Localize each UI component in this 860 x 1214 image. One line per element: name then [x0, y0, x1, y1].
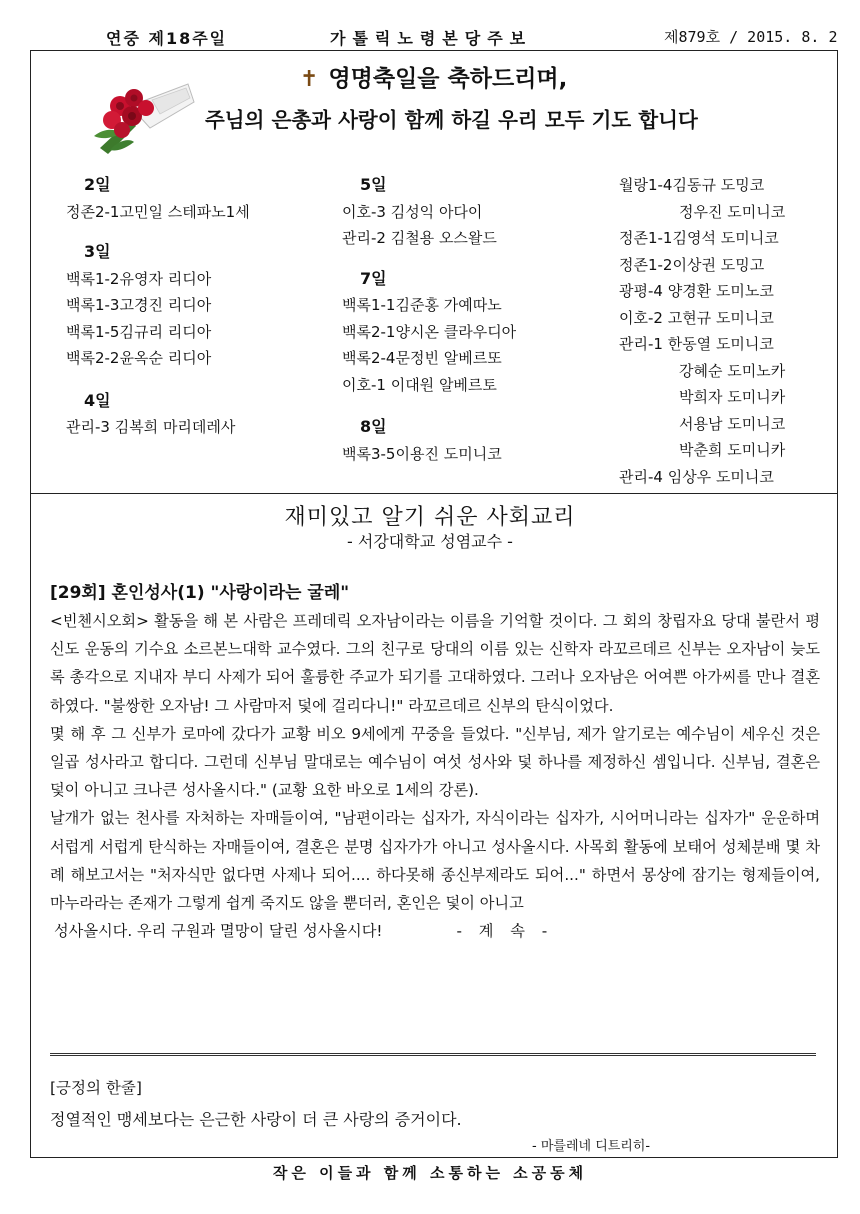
bulletin-title: 가톨릭노령본당주보 [330, 29, 533, 48]
list-item: 백록2-4문정빈 알베르또 [342, 349, 502, 367]
list-item: 관리-2 김철용 오스왈드 [342, 229, 497, 247]
list-item: 백록2-1양시온 클라우디아 [342, 322, 517, 341]
article-paragraph: <빈첸시오회> 활동을 해 본 사람은 프레데릭 오자남이라는 이름을 기억할 것이다. 그 회의 창립자요 당대 불란서 평신도 운동의 기수요 소르본느대학 교수였다. 그의 친구로 당대의 이름 있는 신학자 라꼬르데르 신부는 오자남이 늦도록 총각으로 지내자 부디 사제가 되어 훌륭한 주교가 되기를 고대하였다. 그러나 오자남은 어여쁜 아가씨를 만나 결혼하였다. "불쌍한 오자남! 그 사람마저 덫에 걸리다니!" 라꼬르데르 신부의 탄식이었다. [50, 612, 820, 715]
list-item: 백록1-1김준홍 가예따노 [342, 296, 502, 314]
list-item: 이호-1 이대원 알베르토 [342, 375, 497, 394]
liturgical-week: 연중 제18주일 [106, 29, 228, 48]
list-item: 관리-1 한동열 도미니코 [619, 335, 774, 353]
list-item: 광평-4 양경환 도미노코 [619, 282, 774, 300]
list-item: 정존2-1고민일 스테파노1세 [66, 202, 250, 221]
rose-bouquet-image [90, 76, 195, 156]
feast-column-3 [619, 172, 785, 490]
list-item: 백록2-2윤옥순 리디아 [66, 349, 212, 367]
article-title: 재미있고 알기 쉬운 사회교리 [284, 505, 576, 530]
quote-label: [긍정의 한줄] [50, 1079, 142, 1097]
day-heading: 4일 [84, 390, 111, 410]
article-last-line: 성사올시다. 우리 구원과 멸망이 달린 성사올시다! - 계 속 - [54, 922, 554, 941]
cross-icon: ✝ [300, 67, 319, 92]
day-heading: 2일 [84, 175, 111, 194]
list-item: 서용남 도미니코 [679, 414, 786, 433]
feast-column-1 [66, 172, 250, 441]
day-heading: 7일 [360, 268, 387, 288]
issue-date: 제879호 / 2015. 8. 2 [664, 28, 838, 46]
day-heading: 3일 [84, 242, 111, 261]
list-item: 정존1-2이상권 도밍고 [619, 255, 765, 274]
list-item: 월랑1-4김동규 도밍코 [619, 176, 765, 194]
list-item: 백록1-5김규리 리디아 [66, 322, 212, 341]
episode-title: [29회] 혼인성사(1) "사랑이라는 굴레" [50, 583, 350, 603]
article-paragraph: 몇 해 후 그 신부가 로마에 갔다가 교황 비오 9세에게 꾸중을 들었다. "신부님, 제가 알기로는 예수님이 세우신 것은 일곱 성사라고 합디다. 그런데 신부님 말대로는 예수님이 여섯 성사와 덫 하나를 제정하신 셈입니다. 신부님, 결혼은 덫이 아니고 크나큰 성사올시다." (교황 요한 바오로 1세의 강론). [50, 724, 820, 800]
list-item: 강혜순 도미노카 [679, 361, 786, 380]
bulletin-header [0, 26, 860, 50]
list-item: 이호-3 김성익 아다이 [342, 202, 483, 221]
article-body [50, 607, 820, 945]
day-heading: 5일 [360, 175, 387, 194]
feast-column-2 [342, 172, 516, 467]
list-item: 정우진 도미니코 [679, 202, 786, 221]
list-item: 이호-2 고현규 도미니코 [619, 308, 774, 327]
list-item: 관리-3 김복희 마리데레사 [66, 418, 236, 436]
list-item: 백록1-2유영자 리디아 [66, 269, 212, 288]
feast-subtitle: 주님의 은총과 사랑이 함께 하길 우리 모두 기도 합니다 [205, 108, 698, 132]
feast-title: ✝ 영명축일을 축하드리며, [300, 66, 568, 92]
list-item: 박춘희 도미니카 [679, 441, 786, 459]
section-divider [50, 1053, 816, 1056]
day-heading: 8일 [360, 417, 387, 436]
article-author: - 서강대학교 성염교수 - [347, 532, 513, 551]
article-paragraph: 날개가 없는 천사를 자처하는 자매들이여, "남편이라는 십자가, 자식이라는 십자가, 시어머니라는 십자가" 운운하며 서럽게 서럽게 탄식하는 자매들이여, 결혼은 분명 십자가가 아니고 성사올시다. 사목회 활동에 보태어 성체분배 몇 차례 해보고서는 "처자식만 없다면 사제나 되어.... 하다못해 종신부제라도 되어..." 하면서 몽상에 잠기는 형제들이여, 마누라라는 존재가 그렇게 쉽게 죽지도 않을 뿐더러, 혼인은 덫이 아니고 [50, 809, 820, 913]
list-item: 백록1-3고경진 리디아 [66, 296, 212, 314]
to-be-continued: - 계 속 - [456, 922, 554, 941]
footer-motto: 작은 이들과 함께 소통하는 소공동체 [272, 1164, 588, 1182]
quote-author: - 마를레네 디트리히- [532, 1139, 651, 1154]
list-item: 박희자 도미니카 [679, 388, 786, 406]
list-item: 정존1-1김영석 도미니코 [619, 229, 779, 247]
list-item: 백록3-5이용진 도미니코 [342, 444, 502, 463]
quote-text: 정열적인 맹세보다는 은근한 사랑이 더 큰 사랑의 증거이다. [50, 1110, 462, 1129]
list-item: 관리-4 임상우 도미니코 [619, 467, 774, 486]
